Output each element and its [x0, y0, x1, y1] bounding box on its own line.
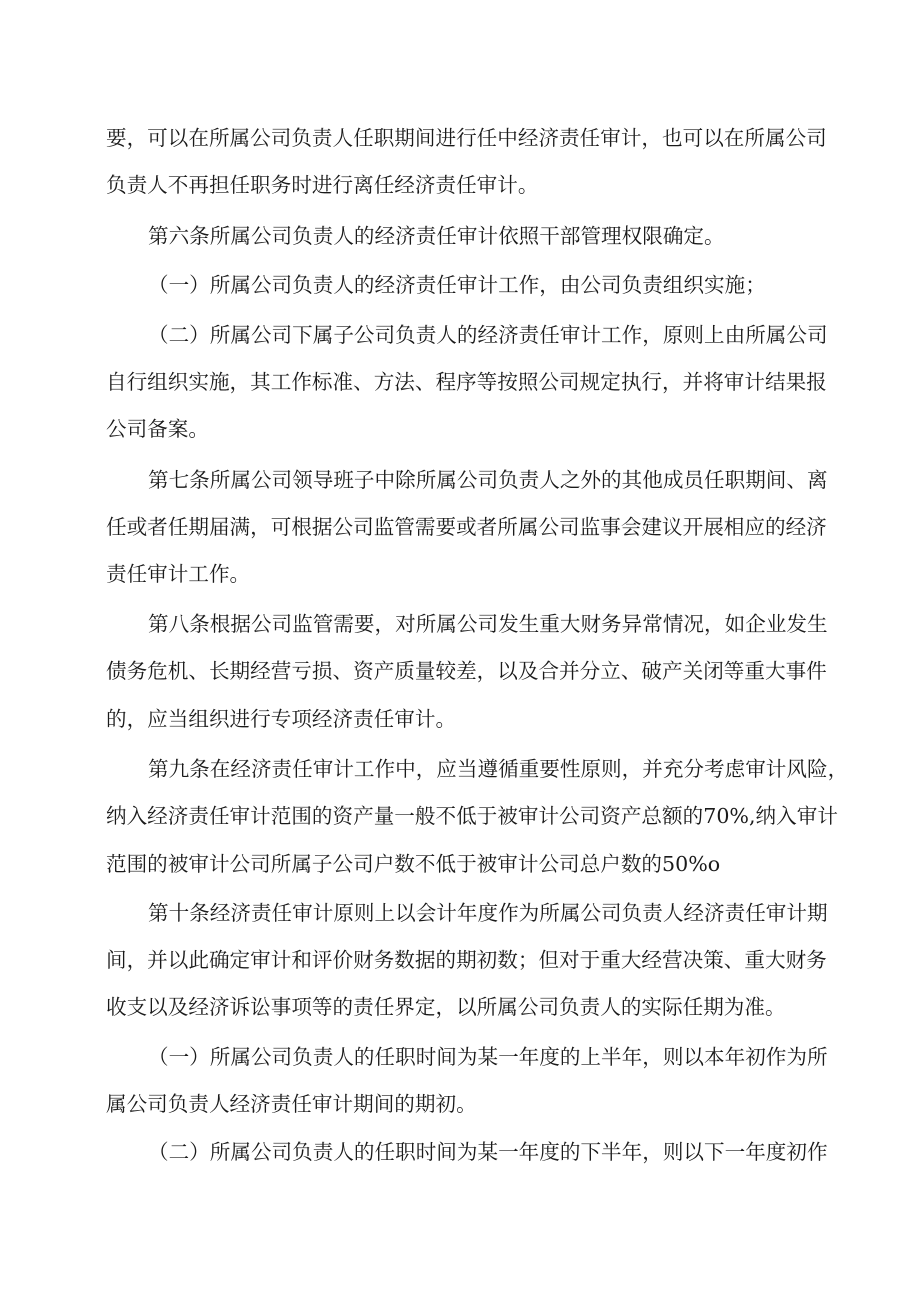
- text-line: 收支以及经济诉讼事项等的责任界定，以所属公司负责人的实际任期为准。: [106, 995, 786, 1019]
- text-line: 自行组织实施，其工作标准、方法、程序等按照公司规定执行，并将审计结果报: [106, 370, 827, 394]
- text-line: 第八条根据公司监管需要，对所属公司发生重大财务异常情况，如企业发生: [148, 612, 828, 636]
- text-line: 第十条经济责任审计原则上以会计年度作为所属公司负责人经济责任审计期: [148, 901, 828, 925]
- text-line: 的，应当组织进行专项经济责任审计。: [106, 707, 457, 731]
- text-line: 第六条所属公司负责人的经济责任审计依照干部管理权限确定。: [148, 224, 725, 248]
- text-line: 属公司负责人经济责任审计期间的期初。: [106, 1092, 477, 1116]
- text-line: （二）所属公司下属子公司负责人的经济责任审计工作，原则上由所属公司: [148, 323, 828, 347]
- text-line: 公司备案。: [106, 417, 209, 441]
- text-line: 责任审计工作。: [106, 562, 251, 586]
- text-line: （一）所属公司负责人的经济责任审计工作，由公司负责组织实施；: [148, 273, 766, 297]
- text-line: 任或者任期届满，可根据公司监管需要或者所属公司监事会建议开展相应的经济: [106, 515, 827, 539]
- text-line: 要，可以在所属公司负责人任职期间进行任中经济责任审计，也可以在所属公司: [106, 126, 827, 150]
- text-line: 负责人不再担任职务时进行离任经济责任审计。: [106, 173, 539, 197]
- text-line: 第九条在经济责任审计工作中，应当遵循重要性原则，并充分考虑审计风险，: [148, 757, 849, 781]
- text-line: （一）所属公司负责人的任职时间为某一年度的上半年，则以本年初作为所: [148, 1045, 828, 1069]
- text-line: （二）所属公司负责人的任职时间为某一年度的下半年，则以下一年度初作: [148, 1140, 828, 1164]
- text-line: 纳入经济责任审计范围的资产量一般不低于被审计公司资产总额的70%,纳入审计: [106, 804, 838, 828]
- text-line: 第七条所属公司领导班子中除所属公司负责人之外的其他成员任职期间、离: [148, 468, 828, 492]
- text-line: 间，并以此确定审计和评价财务数据的期初数；但对于重大经营决策、重大财务: [106, 948, 827, 972]
- text-line: 范围的被审计公司所属子公司户数不低于被审计公司总户数的50%o: [106, 852, 721, 876]
- text-line: 债务危机、长期经营亏损、资产质量较差，以及合并分立、破产关闭等重大事件: [106, 659, 827, 683]
